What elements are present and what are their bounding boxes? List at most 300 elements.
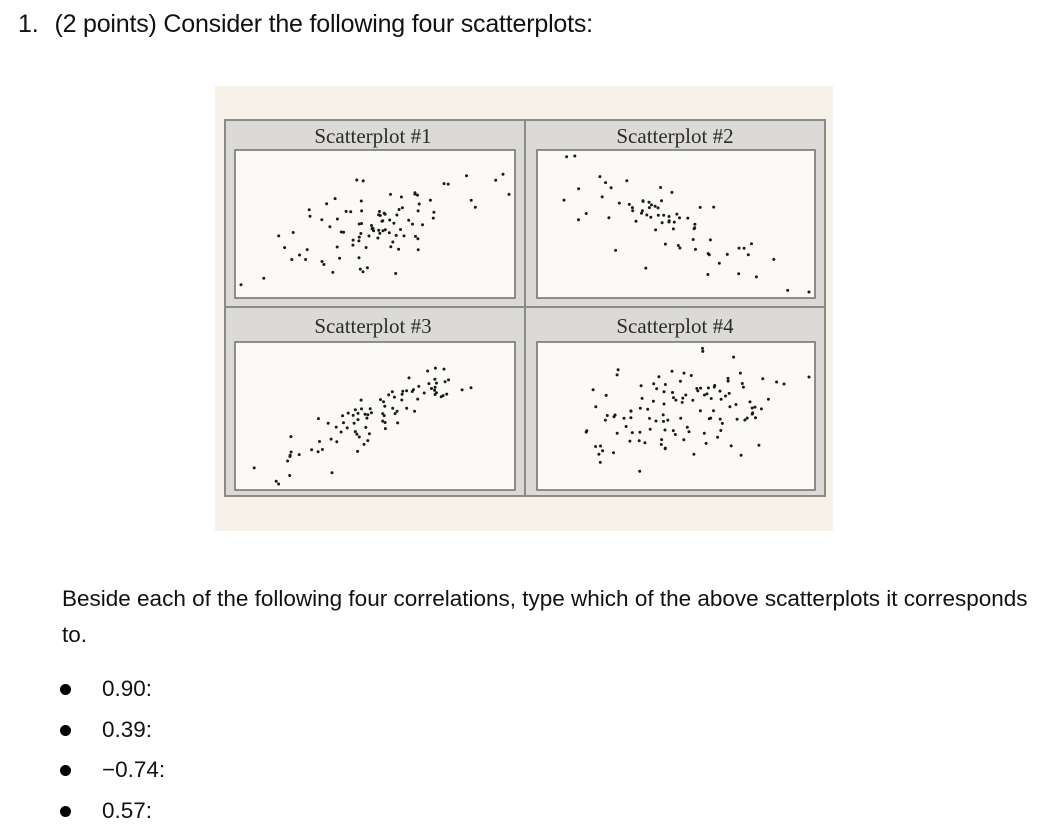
scatter-point-panel-3: [288, 455, 291, 458]
scatter-point-panel-1: [377, 213, 380, 216]
scatter-point-panel-3: [341, 414, 344, 417]
scatter-point-panel-4: [743, 419, 746, 422]
scatter-point-panel-1: [388, 231, 391, 234]
scatter-point-panel-1: [417, 209, 420, 212]
scatter-point-panel-1: [328, 225, 331, 228]
scatter-point-panel-4: [679, 417, 682, 420]
scatter-point-panel-1: [349, 210, 352, 213]
scatter-point-panel-4: [761, 377, 764, 380]
scatter-point-panel-1: [331, 271, 334, 274]
scatter-point-panel-4: [699, 387, 702, 390]
scatter-point-panel-3: [358, 436, 361, 439]
scatter-point-panel-1: [421, 223, 424, 226]
scatter-point-panel-1: [400, 196, 403, 199]
scatter-point-panel-3: [381, 420, 384, 423]
scatter-point-panel-4: [751, 413, 754, 416]
scatter-point-panel-4: [592, 388, 595, 391]
scatter-point-panel-4: [638, 470, 641, 473]
scatter-point-panel-4: [727, 377, 730, 380]
scatter-point-panel-1: [401, 206, 404, 209]
scatter-point-panel-4: [735, 403, 738, 406]
scatter-point-panel-4: [686, 426, 689, 429]
scatter-point-panel-3: [346, 426, 349, 429]
scatter-point-panel-4: [727, 380, 730, 383]
scatter-point-panel-2: [692, 238, 695, 241]
scatter-point-panel-3: [288, 474, 291, 477]
scatter-point-panel-2: [628, 203, 631, 206]
scatter-point-panel-3: [354, 408, 357, 411]
scatter-point-panel-2: [648, 206, 651, 209]
panel-3-title: Scatterplot #3: [314, 314, 432, 338]
scatter-point-panel-3: [370, 411, 373, 414]
scatter-point-panel-1: [336, 246, 339, 249]
scatter-point-panel-1: [340, 231, 343, 234]
scatter-point-panel-4: [709, 417, 712, 420]
scatter-point-panel-3: [357, 412, 360, 415]
scatter-point-panel-3: [430, 387, 433, 390]
scatter-point-panel-1: [407, 219, 410, 222]
scatter-point-panel-3: [277, 483, 280, 486]
scatter-point-panel-3: [447, 378, 450, 381]
scatter-point-panel-1: [336, 218, 339, 221]
question-heading: [18, 10, 593, 39]
scatter-point-panel-3: [369, 407, 372, 410]
question-text: (2 points) Consider the following four scatterplots:: [54, 10, 593, 38]
scatter-point-panel-1: [381, 219, 384, 222]
scatter-point-panel-1: [320, 218, 323, 221]
scatter-point-panel-1: [502, 173, 505, 176]
answer-label: 0.57:: [102, 797, 153, 823]
bullet-icon: [60, 765, 71, 776]
scatter-point-panel-4: [638, 439, 641, 442]
scatter-point-panel-1: [360, 222, 363, 225]
scatter-point-panel-3: [405, 389, 408, 392]
scatter-point-panel-3: [405, 407, 408, 410]
scatter-point-panel-3: [444, 380, 447, 383]
scatter-point-panel-4: [597, 453, 600, 456]
scatter-point-panel-1: [351, 244, 354, 247]
scatter-point-panel-3: [335, 426, 338, 429]
scatter-point-panel-4: [655, 420, 658, 423]
scatter-point-panel-2: [648, 201, 651, 204]
scatter-point-panel-2: [618, 202, 621, 205]
scatter-point-panel-4: [655, 387, 658, 390]
scatter-point-panel-2: [694, 248, 697, 251]
scatter-point-panel-1: [240, 283, 243, 286]
scatter-point-panel-2: [577, 218, 580, 221]
scatter-point-panel-1: [377, 229, 380, 232]
scatter-point-panel-3: [353, 422, 356, 425]
scatter-point-panel-1: [416, 237, 419, 240]
scatter-point-panel-3: [413, 410, 416, 413]
scatter-point-panel-4: [728, 405, 731, 408]
panel-4-title: Scatterplot #4: [616, 314, 734, 338]
scatter-point-panel-4: [652, 382, 655, 385]
answer-label: 0.90:: [102, 676, 153, 701]
scatter-point-panel-4: [712, 409, 715, 412]
scatter-point-panel-2: [668, 219, 671, 222]
scatter-point-panel-3: [321, 448, 324, 451]
scatter-point-panel-3: [360, 407, 363, 410]
scatter-point-panel-1: [365, 246, 368, 249]
scatter-point-panel-2: [563, 199, 566, 202]
scatter-point-panel-3: [286, 460, 289, 463]
scatter-point-panel-3: [364, 426, 367, 429]
scatter-point-panel-2: [660, 199, 663, 202]
scatter-point-panel-2: [693, 223, 696, 226]
scatter-point-panel-2: [743, 247, 746, 250]
scatterplots-figure: [215, 86, 833, 531]
panel-1-plot-area: [235, 150, 515, 298]
scatter-point-panel-4: [601, 449, 604, 452]
scatter-point-panel-1: [378, 210, 381, 213]
panel-4-plot-area: [537, 342, 815, 490]
scatter-point-panel-2: [747, 253, 750, 256]
scatter-point-panel-4: [703, 432, 706, 435]
scatter-point-panel-4: [701, 347, 704, 350]
scatter-point-panel-1: [362, 179, 365, 182]
scatter-point-panel-3: [330, 438, 333, 441]
scatter-point-panel-3: [401, 393, 404, 396]
scatter-point-panel-4: [703, 394, 706, 397]
scatter-point-panel-2: [712, 206, 715, 209]
scatter-point-panel-4: [728, 392, 731, 395]
scatter-point-panel-1: [443, 182, 446, 185]
scatter-point-panel-4: [746, 417, 749, 420]
scatter-point-panel-2: [670, 191, 673, 194]
scatter-point-panel-1: [355, 179, 358, 182]
scatter-point-panel-1: [418, 203, 421, 206]
scatter-point-panel-1: [392, 222, 395, 225]
scatter-point-panel-1: [338, 257, 341, 260]
scatter-point-panel-2: [737, 272, 740, 275]
scatter-point-panel-3: [470, 386, 473, 389]
scatter-point-panel-1: [378, 232, 381, 235]
scatter-point-panel-3: [442, 394, 445, 397]
scatter-point-panel-4: [652, 400, 655, 403]
scatter-point-panel-3: [347, 412, 350, 415]
scatter-point-panel-1: [474, 206, 477, 209]
scatter-point-panel-4: [663, 390, 666, 393]
scatter-point-panel-2: [654, 228, 657, 231]
bullet-icon: [60, 806, 71, 817]
scatter-point-panel-1: [414, 191, 417, 194]
scatter-point-panel-2: [675, 213, 678, 216]
scatter-point-panel-4: [705, 442, 708, 445]
scatter-point-panel-4: [672, 429, 675, 432]
scatter-point-panel-3: [355, 433, 358, 436]
scatter-point-panel-4: [612, 451, 615, 454]
scatter-point-panel-3: [364, 413, 367, 416]
scatter-point-panel-4: [604, 419, 607, 422]
scatter-point-panel-2: [604, 181, 607, 184]
scatter-point-panel-2: [598, 175, 601, 178]
scatter-point-panel-4: [699, 409, 702, 412]
scatter-point-panel-1: [262, 277, 265, 280]
scatter-point-panel-1: [389, 245, 392, 248]
scatter-point-panel-4: [681, 397, 684, 400]
scatter-point-panel-3: [317, 417, 320, 420]
scatter-point-panel-4: [628, 440, 631, 443]
scatter-point-panel-1: [358, 256, 361, 259]
scatter-point-panel-4: [808, 376, 811, 379]
scatter-point-panel-4: [707, 386, 710, 389]
scatter-point-panel-2: [625, 179, 628, 182]
scatter-point-panel-2: [707, 252, 710, 255]
panel-2-plot-area: [537, 150, 815, 298]
scatter-point-panel-2: [693, 226, 696, 229]
scatter-point-panel-2: [661, 221, 664, 224]
scatter-point-panel-4: [754, 406, 757, 409]
scatter-point-panel-1: [470, 199, 473, 202]
scatter-point-panel-2: [662, 214, 665, 217]
scatter-point-panel-2: [664, 243, 667, 246]
scatter-point-panel-3: [400, 399, 403, 402]
scatter-point-panel-1: [277, 234, 280, 237]
scatter-point-panel-4: [783, 383, 786, 386]
scatter-point-panel-3: [394, 412, 397, 415]
scatter-point-panel-1: [508, 193, 511, 196]
scatter-point-panel-3: [433, 389, 436, 392]
scatter-point-panel-4: [657, 375, 660, 378]
scatter-point-panel-3: [366, 439, 369, 442]
scatter-point-panel-2: [607, 216, 610, 219]
scatter-point-panel-4: [648, 417, 651, 420]
scatter-point-panel-4: [690, 374, 693, 377]
scatter-point-panel-3: [379, 398, 382, 401]
scatter-point-panel-3: [391, 407, 394, 410]
scatter-point-panel-4: [736, 418, 739, 421]
instructions-text: Beside each of the following four correlations, type which of the above scatterplots it corresponds to.: [62, 586, 1028, 647]
scatter-point-panel-3: [417, 385, 420, 388]
scatter-point-panel-1: [432, 217, 435, 220]
scatter-point-panel-2: [631, 206, 634, 209]
scatter-point-panel-2: [699, 206, 702, 209]
scatter-point-panel-4: [721, 422, 724, 425]
scatter-point-panel-2: [677, 244, 680, 247]
scatter-point-panel-1: [371, 227, 374, 230]
scatter-point-panel-4: [641, 397, 644, 400]
scatter-point-panel-4: [617, 368, 620, 371]
scatter-point-panel-2: [573, 155, 576, 158]
scatter-point-panel-1: [432, 211, 435, 214]
scatter-point-panel-1: [309, 215, 312, 218]
scatter-point-panel-3: [391, 390, 394, 393]
scatter-point-panel-3: [331, 471, 334, 474]
scatter-point-panel-3: [318, 440, 321, 443]
scatter-point-panel-1: [325, 202, 328, 205]
scatter-point-panel-1: [447, 183, 450, 186]
scatter-point-panel-1: [399, 228, 402, 231]
scatter-point-panel-4: [730, 444, 733, 447]
scatter-point-panel-3: [387, 393, 390, 396]
scatter-point-panel-1: [395, 234, 398, 237]
scatter-point-panel-4: [751, 407, 754, 410]
scatter-point-panel-2: [635, 220, 638, 223]
scatter-point-panel-2: [614, 249, 617, 252]
scatter-point-panel-4: [623, 417, 626, 420]
scatter-point-panel-2: [631, 209, 634, 212]
scatter-point-panel-2: [640, 212, 643, 215]
scatter-point-panel-4: [631, 431, 634, 434]
scatter-point-panel-4: [691, 399, 694, 402]
scatter-point-panel-4: [739, 372, 742, 375]
scatter-point-panel-2: [565, 155, 568, 158]
scatter-point-panel-4: [594, 405, 597, 408]
scatter-point-panel-2: [686, 217, 689, 220]
scatter-point-panel-4: [663, 403, 666, 406]
scatter-point-panel-1: [368, 235, 371, 238]
scatter-point-panel-1: [345, 210, 348, 213]
scatter-point-panel-4: [646, 408, 649, 411]
scatter-point-panel-4: [713, 384, 716, 387]
scatter-point-panel-4: [599, 445, 602, 448]
scatter-point-panel-4: [719, 429, 722, 432]
scatter-point-panel-3: [435, 382, 438, 385]
scatter-point-panel-3: [342, 421, 345, 424]
scatter-point-panel-2: [577, 187, 580, 190]
scatter-point-panel-3: [434, 367, 437, 370]
question-number: 1.: [18, 10, 39, 38]
scatter-point-panel-3: [426, 370, 429, 373]
scatter-point-panel-3: [335, 440, 338, 443]
scatter-point-panel-2: [709, 238, 712, 241]
scatter-point-panel-1: [403, 234, 406, 237]
scatter-point-panel-1: [388, 219, 391, 222]
scatter-point-panel-4: [720, 398, 723, 401]
scatter-point-panel-2: [808, 291, 811, 294]
scatter-point-panel-3: [383, 405, 386, 408]
scatter-point-panel-1: [283, 246, 286, 249]
scatter-point-panel-1: [395, 214, 398, 217]
scatter-point-panel-3: [427, 382, 430, 385]
scatter-point-panel-4: [605, 394, 608, 397]
scatter-point-panel-3: [290, 451, 293, 454]
scatter-point-panel-1: [376, 237, 379, 240]
scatter-point-panel-2: [654, 205, 657, 208]
scatter-point-panel-3: [433, 378, 436, 381]
scatter-point-panel-4: [688, 430, 691, 433]
scatter-point-panel-2: [601, 195, 604, 198]
scatter-point-panel-4: [599, 461, 602, 464]
scatter-point-panel-3: [408, 376, 411, 379]
scatter-point-panel-1: [384, 228, 387, 231]
scatter-point-panel-4: [660, 443, 663, 446]
scatter-point-panel-1: [362, 270, 365, 273]
scatter-point-panel-3: [356, 450, 359, 453]
scatter-point-panel-3: [445, 393, 448, 396]
scatter-point-panel-2: [644, 267, 647, 270]
scatter-point-panel-2: [642, 200, 645, 203]
scatter-point-panel-1: [292, 231, 295, 234]
answer-label: −0.74:: [102, 757, 166, 782]
scatter-point-panel-3: [412, 388, 415, 391]
scatter-point-panel-4: [664, 429, 667, 432]
scatter-point-panel-1: [397, 248, 400, 251]
scatter-point-panel-2: [772, 258, 775, 261]
scatter-point-panel-2: [657, 214, 660, 217]
scatter-point-panel-2: [610, 186, 613, 189]
scatter-point-panel-4: [732, 356, 735, 359]
scatter-point-panel-3: [354, 430, 357, 433]
scatter-point-panel-1: [394, 272, 397, 275]
scatter-point-panel-4: [613, 415, 616, 418]
scatter-point-panel-2: [657, 206, 660, 209]
scatter-point-panel-3: [382, 400, 385, 403]
scatter-point-panel-4: [649, 428, 652, 431]
scatter-point-panel-4: [710, 397, 713, 400]
scatter-point-panel-4: [606, 414, 609, 417]
panel-3-plot-area: [235, 342, 515, 490]
scatter-point-panel-3: [363, 443, 366, 446]
scatter-point-panel-3: [401, 390, 404, 393]
scatter-point-panel-4: [674, 433, 677, 436]
scatter-point-panel-1: [352, 239, 355, 242]
scatter-point-panel-1: [411, 223, 414, 226]
scatter-point-panel-4: [701, 350, 704, 353]
bullet-icon: [60, 725, 71, 736]
scatter-point-panel-4: [692, 453, 695, 456]
scatter-point-panel-1: [357, 239, 360, 242]
scatter-point-panel-4: [684, 394, 687, 397]
scatter-point-panel-3: [368, 432, 371, 435]
scatter-point-panel-1: [414, 235, 417, 238]
scatter-point-panel-4: [740, 454, 743, 457]
scatter-point-panel-4: [594, 445, 597, 448]
scatter-point-panel-4: [719, 418, 722, 421]
scatter-point-panel-4: [757, 444, 760, 447]
scatter-point-panel-2: [738, 247, 741, 250]
scatter-point-panel-2: [706, 273, 709, 276]
scatter-point-panel-4: [683, 372, 686, 375]
scatter-point-panel-4: [629, 409, 632, 412]
scatter-point-panel-4: [742, 386, 745, 389]
scatter-point-panel-4: [662, 420, 665, 423]
scatter-point-panel-4: [616, 432, 619, 435]
scatter-point-panel-3: [461, 388, 464, 391]
scatter-point-panel-2: [673, 221, 676, 224]
scatter-point-panel-3: [289, 435, 292, 438]
scatter-point-panel-3: [317, 450, 320, 453]
scatter-point-panel-2: [718, 262, 721, 265]
scatter-point-panel-4: [749, 400, 752, 403]
scatter-point-panel-3: [384, 427, 387, 430]
panel-2-title: Scatterplot #2: [616, 124, 734, 148]
scatter-point-panel-4: [754, 416, 757, 419]
scatter-point-panel-2: [645, 214, 648, 217]
scatter-point-panel-4: [660, 438, 663, 441]
scatter-point-panel-1: [290, 258, 293, 261]
scatter-point-panel-1: [304, 258, 307, 261]
scatter-point-panel-4: [625, 425, 628, 428]
scatter-point-panel-1: [389, 193, 392, 196]
scatter-point-panel-2: [678, 247, 681, 250]
scatter-point-panel-1: [416, 194, 419, 197]
scatter-point-panel-3: [253, 466, 256, 469]
scatter-point-panel-1: [384, 213, 387, 216]
scatter-point-panel-4: [672, 396, 675, 399]
scatter-point-panel-3: [381, 412, 384, 415]
scatter-point-panel-4: [767, 398, 770, 401]
bullet-icon: [60, 684, 71, 695]
scatter-point-panel-1: [358, 236, 361, 239]
scatter-point-panel-3: [352, 414, 355, 417]
scatter-point-panel-4: [674, 399, 677, 402]
scatter-point-panel-3: [365, 417, 368, 420]
scatter-point-panel-4: [671, 391, 674, 394]
scatter-point-panel-1: [417, 248, 420, 251]
scatter-point-panel-3: [443, 368, 446, 371]
